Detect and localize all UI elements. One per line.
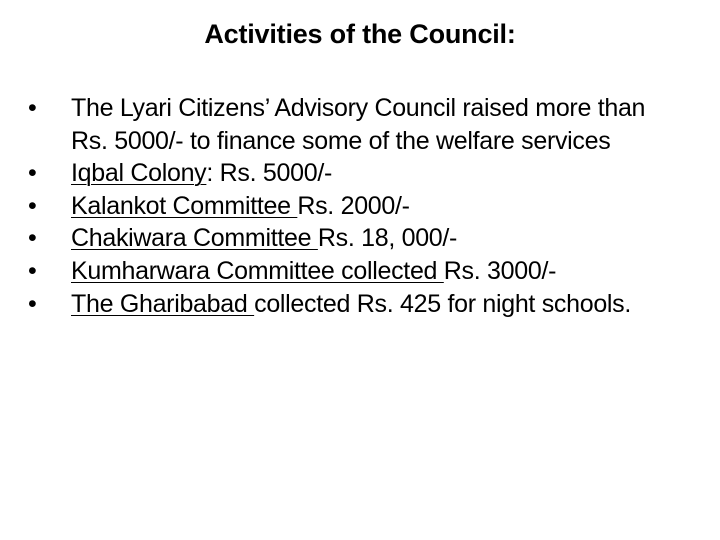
bullet-item-kalankot xyxy=(28,190,668,223)
bullet-text: Rs. 3000/- xyxy=(443,256,557,285)
bullet-dot-icon: • xyxy=(28,256,37,285)
bullet-text: : Rs. 5000/- xyxy=(206,159,333,188)
bullet-text: Rs. 2000/- xyxy=(297,191,410,220)
bullet-dot-icon: • xyxy=(28,224,37,253)
bullet-item-kumharwara xyxy=(28,255,668,288)
bullet-item-chakiwara xyxy=(28,222,668,255)
bullet-underlined-text: Chakiwara Committee xyxy=(71,224,318,253)
bullet-underlined-text: Iqbal Colony xyxy=(71,159,207,188)
bullet-underlined-text: The Gharibabad xyxy=(71,289,255,318)
bullet-text: collected Rs. 425 for night schools. xyxy=(254,289,632,318)
bullet-dot-icon: • xyxy=(28,94,37,122)
bullet-underlined-text: Kumharwara Committee collected xyxy=(71,256,444,285)
bullet-text: The Lyari Citizens’ Advisory Council raised more than Rs. 5000/- to finance some of the welfare services xyxy=(71,94,646,155)
bullet-item-gharibabad xyxy=(28,288,668,321)
bullet-list xyxy=(28,92,668,320)
bullet-dot-icon: • xyxy=(28,191,37,220)
bullet-dot-icon: • xyxy=(28,289,37,318)
bullet-dot-icon: • xyxy=(28,159,37,188)
bullet-text: Rs. 18, 000/- xyxy=(317,224,458,253)
bullet-item-council-raised xyxy=(28,92,668,157)
bullet-item-iqbal-colony xyxy=(28,157,668,190)
slide-title: Activities of the Council: xyxy=(204,19,516,49)
bullet-underlined-text: Kalankot Committee xyxy=(71,191,298,220)
